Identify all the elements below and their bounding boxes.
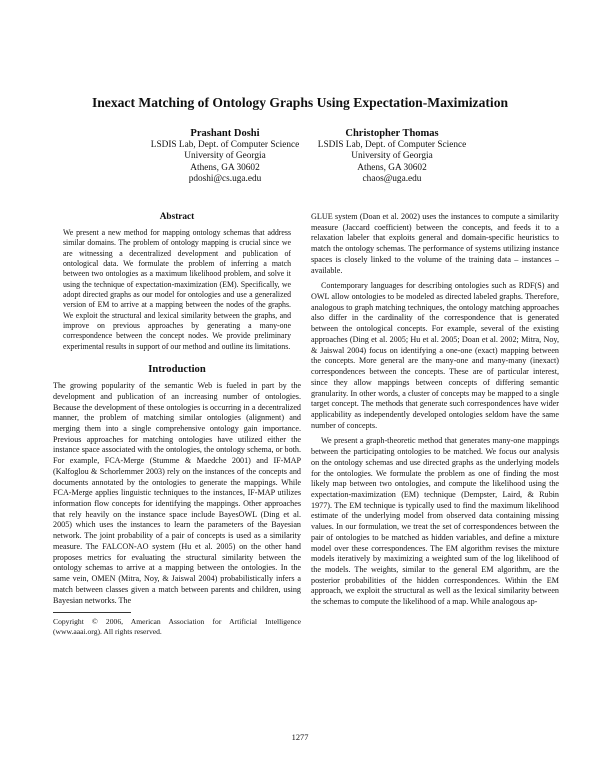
page-number: 1277 bbox=[291, 733, 309, 742]
introduction-paragraph: The growing popularity of the semantic Web is fueled in part by the development and publication of an increasing number of ontologies. Because the development of these ontologies is occurring in a decentralized manner, the problem of matching similar ontologies (alignment) and merging them into a single comprehensive ontology gain importance. Previous approaches for matching ontologies have utilized either the instance space associated with the ontologies, the ontology schema, or both. For example, FCA-Merge (Stumme & Maedche 2001) and IF-MAP (Kalfoglou & Schorlemmer 2003) rely on the instances of the concepts and documents annotated by the ontologies to generate the mappings. While FCA-Merge applies linguistic techniques to the instances, IF-MAP utilizes information flow concepts for identifying the mappings. Other approaches that rely heavily on the instance space include BayesOWL (Ding et al. 2005) which uses the instances to learn the parameters of the Bayesian network. The joint probability of a pair of concepts is used as a similarity measure. The FALCON-AO system (Hu et al. 2005) on the other hand proposes metrics for evaluating the structural similarity between the ontology schemas to arrive at a mapping between the ontologies. In the same vein, OMEN (Mitra, Noy, & Jaiswal 2004) probabilistically infers a match between classes given a match between parents and children, using Bayesian networks. The bbox=[53, 381, 301, 605]
author-affiliation: LSDIS Lab, Dept. of Computer Science bbox=[150, 140, 300, 150]
introduction-heading: Introduction bbox=[148, 364, 206, 376]
author-university: University of Georgia bbox=[351, 151, 433, 162]
author-name: Christopher Thomas bbox=[345, 128, 439, 139]
copyright-notice: Copyright © 2006, American Association for Artificial Intelligence (www.aaai.org). All rights reserved. bbox=[53, 617, 301, 637]
author-block-2 bbox=[277, 127, 507, 185]
author-affiliation: LSDIS Lab, Dept. of Computer Science bbox=[317, 140, 467, 150]
abstract-text: We present a new method for mapping ontology schemas that address similar domains. The problem of ontology mapping is crucial since we are witnessing a decentralized development and publication of ontological data. We formulate the problem of inferring a match between two ontologies as a maximum likelihood problem, and solve it using the technique of expectation-maximization (EM). Specifically, we adopt directed graphs as our model for ontologies and use a generalized version of EM to arrive at a mapping between the nodes of the graphs. We exploit the structural and lexical similarity between the graphs, and improve on previous approaches by generating a many-one correspondence between the concept nodes. We provide preliminary experimental results in support of our method and outline its limitations. bbox=[63, 228, 291, 351]
body-paragraph-3: We present a graph-theoretic method that generates many-one mappings between the participating ontologies to be matched. We focus our analysis on the ontology schemas and use directed graphs as the underlying models for the ontologies. We formulate the problem as one of finding the most likely map between two ontologies, and compute the likelihood using the expectation-maximization (EM) technique (Dempster, Laird, & Rubin 1977). The EM technique is typically used to find the maximum likelihood estimate of the underlying model from observed data containing missing values. In our formulation, we treat the set of correspondences between the pair of ontologies to be matched as hidden variables, and define a mixture model over these correspondences. The EM algorithm revises the mixture models iteratively by maximizing a weighted sum of the log likelihood of the models. The weights, similar to the general EM algorithm, are the posterior probabilities of the hidden correspondences. Within the EM approach, we exploit the structural as well as the lexical similarity between the schemas to compute the likelihood of a map. While analogous ap- bbox=[311, 436, 559, 607]
left-column bbox=[53, 212, 301, 637]
paper-title: Inexact Matching of Ontology Graphs Using Expectation-Maximization bbox=[91, 95, 509, 110]
right-column bbox=[311, 212, 559, 608]
author-email: pdoshi@cs.uga.edu bbox=[188, 173, 262, 184]
author-address: Athens, GA 30602 bbox=[190, 162, 260, 173]
body-paragraph-1: GLUE system (Doan et al. 2002) uses the instances to compute a similarity measure (Jaccard coefficient) between the concepts, and feeds it to a relaxation labeler that exploits general and domain-specific heuristics to match the ontology schemas. The performance of systems utilizing instance spaces is closely linked to the volume of the training data – instances – available. bbox=[311, 212, 559, 275]
author-name: Prashant Doshi bbox=[190, 128, 260, 139]
author-university: University of Georgia bbox=[184, 151, 266, 162]
body-paragraph-2: Contemporary languages for describing ontologies such as RDF(S) and OWL allow ontologies to be modeled as directed labeled graphs. Therefore, analogous to graph matching techniques, the ontology matching approaches also differ in the cardinality of the correspondence that is generated between the ontological concepts. For example, several of the existing approaches (Ding et al. 2005; Hu et al. 2005; Doan et al. 2002; Mitra, Noy, & Jaiswal 2004) focus on identifying a one-one (exact) mapping between the concepts. More general are the many-one and many-many (inexact) correspondences between the concepts. These are of particular interest, since they allow mappings between concepts of differing semantic granularity. In other words, a cluster of concepts may be mapped to a single target concept. The methods that generate such correspondences have wider applicability as independently developed ontologies seldom have the same number of concepts. bbox=[311, 281, 559, 430]
abstract-heading: Abstract bbox=[159, 212, 195, 222]
footnote-rule bbox=[53, 612, 131, 613]
author-email: chaos@uga.edu bbox=[362, 173, 422, 184]
author-address: Athens, GA 30602 bbox=[357, 162, 427, 173]
